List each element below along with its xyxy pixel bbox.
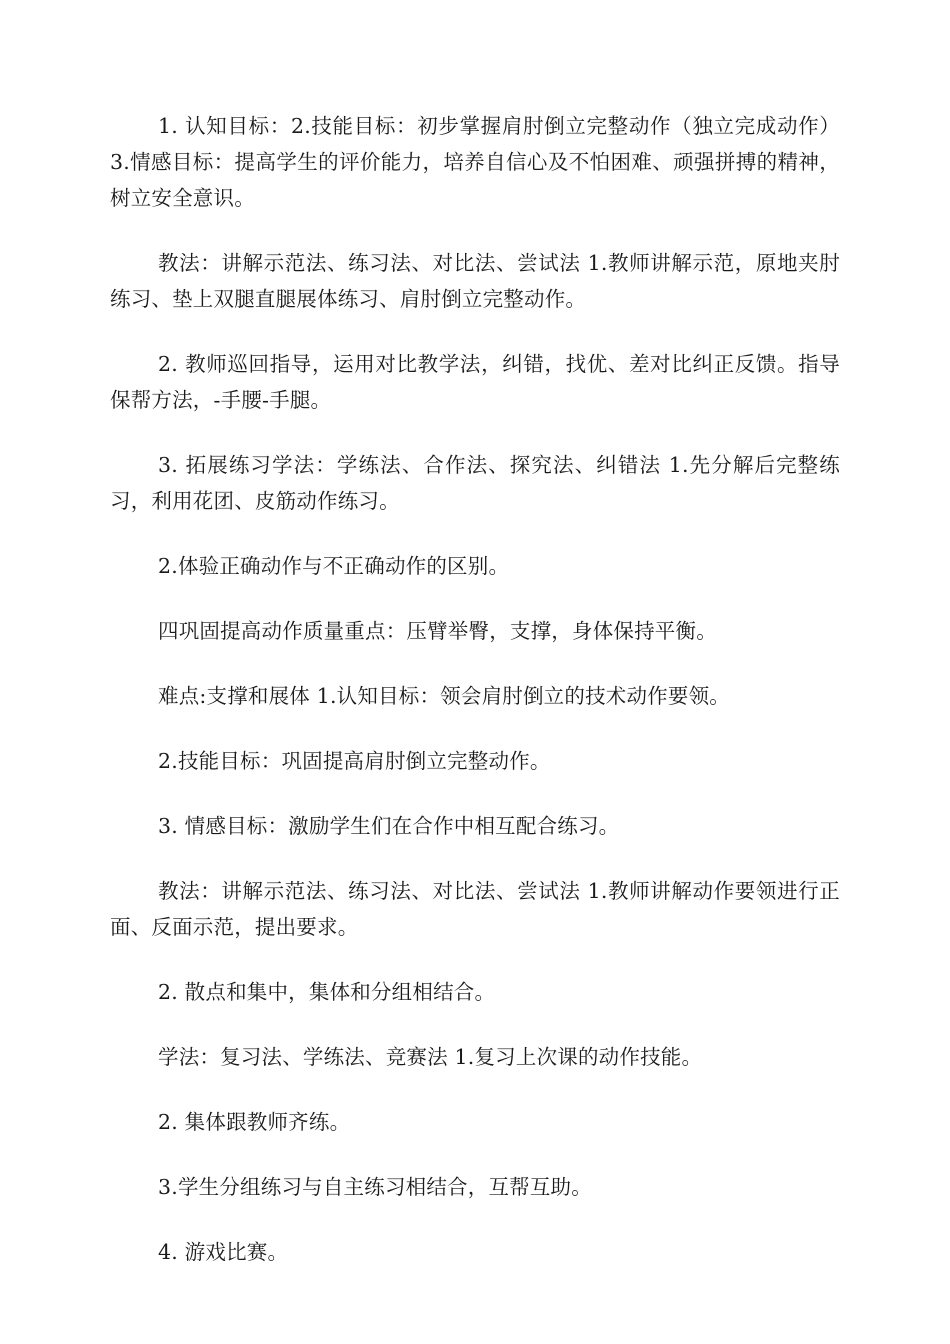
paragraph-12: 学法：复习法、学练法、竞赛法 1.复习上次课的动作技能。 <box>158 1045 703 1069</box>
paragraph-11: 2. 散点和集中，集体和分组相结合。 <box>158 980 496 1004</box>
paragraph-15: 4. 游戏比赛。 <box>158 1240 289 1264</box>
paragraph-13: 2. 集体跟教师齐练。 <box>158 1110 351 1134</box>
paragraph-10: 教法：讲解示范法、练习法、对比法、尝试法 1.教师讲解动作要领进行正面、反面示范，提出要求。 <box>110 879 840 939</box>
paragraph-14: 3.学生分组练习与自主练习相结合，互帮互助。 <box>158 1175 592 1199</box>
paragraph-6: 四巩固提高动作质量重点：压臂举臀，支撑，身体保持平衡。 <box>158 619 717 643</box>
paragraph-7: 难点:支撑和展体 1.认知目标：领会肩肘倒立的技术动作要领。 <box>158 684 730 708</box>
document-body <box>110 108 840 1270</box>
paragraph-1: 1. 认知目标：2.技能目标：初步掌握肩肘倒立完整动作（独立完成动作）3.情感目标：提高学生的评价能力，培养自信心及不怕困难、顽强拼搏的精神，树立安全意识。 <box>110 114 840 210</box>
paragraph-2: 教法：讲解示范法、练习法、对比法、尝试法 1.教师讲解示范，原地夹肘练习、垫上双腿直腿展体练习、肩肘倒立完整动作。 <box>110 251 840 311</box>
paragraph-3: 2. 教师巡回指导，运用对比教学法，纠错，找优、差对比纠正反馈。指导保帮方法，-手腰-手腿。 <box>110 352 840 412</box>
paragraph-8: 2.技能目标：巩固提高肩肘倒立完整动作。 <box>158 749 551 773</box>
paragraph-5: 2.体验正确动作与不正确动作的区别。 <box>158 554 510 578</box>
paragraph-9: 3. 情感目标：激励学生们在合作中相互配合练习。 <box>158 814 620 838</box>
paragraph-4: 3. 拓展练习学法：学练法、合作法、探究法、纠错法 1.先分解后完整练习，利用花团、皮筋动作练习。 <box>110 453 840 513</box>
